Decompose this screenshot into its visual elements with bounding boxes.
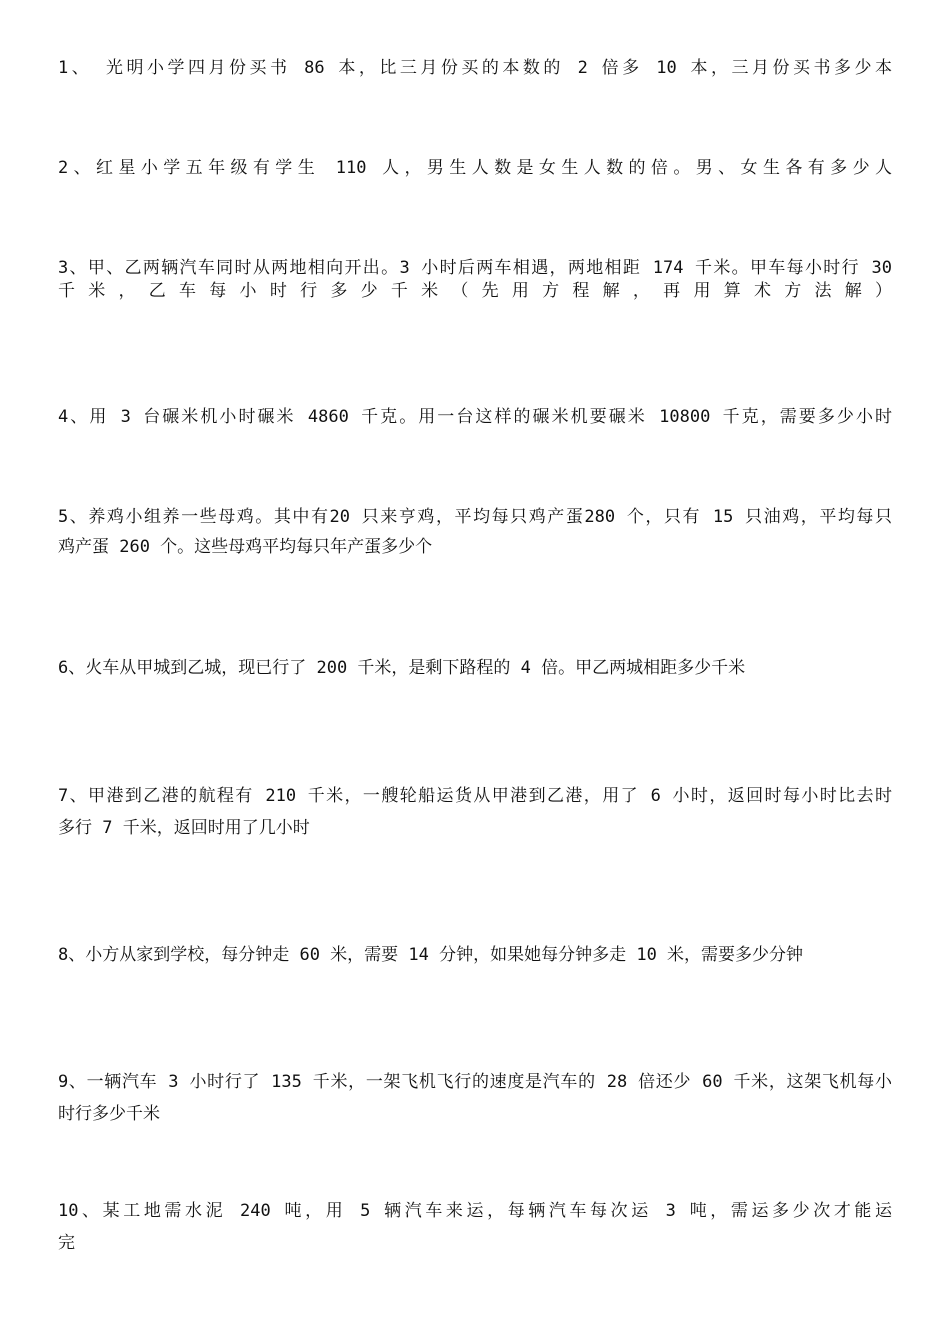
problem-line: 千米，乙车每小时行多少千米（先用方程解，再用算术方法解） <box>58 281 892 301</box>
problem-line: 6、火车从甲城到乙城，现已行了 200 千米，是剩下路程的 4 倍。甲乙两城相距多少千米 <box>58 658 746 678</box>
problem-1 <box>58 53 892 83</box>
problem-line: 4、用 3 台碾米机小时碾米 4860 千克。用一台这样的碾米机要碾米 10800 千克，需要多少小时 <box>58 407 892 427</box>
problem-line: 3、甲、乙两辆汽车同时从两地相向开出。3 小时后两车相遇，两地相距 174 千米。甲车每小时行 30 <box>58 258 892 278</box>
problem-2 <box>58 153 892 183</box>
problem-line: 时行多少千米 <box>58 1104 160 1124</box>
problem-line: 多行 7 千米，返回时用了几小时 <box>58 818 310 838</box>
problem-7 <box>58 781 892 843</box>
problem-10 <box>58 1196 892 1258</box>
problem-line: 2、红星小学五年级有学生 110 人，男生人数是女生人数的倍。男、女生各有多少人 <box>58 158 892 178</box>
problem-line: 9、一辆汽车 3 小时行了 135 千米，一架飞机飞行的速度是汽车的 28 倍还少 60 千米，这架飞机每小 <box>58 1072 892 1092</box>
problem-6 <box>58 653 892 683</box>
problem-line: 鸡产蛋 260 个。这些母鸡平均每只年产蛋多少个 <box>58 537 433 557</box>
problem-4 <box>58 402 892 432</box>
problem-line: 8、小方从家到学校，每分钟走 60 米，需要 14 分钟，如果她每分钟多走 10 米，需要多少分钟 <box>58 945 804 965</box>
problem-8 <box>58 940 892 970</box>
problem-3 <box>58 253 892 306</box>
problem-line: 1、 光明小学四月份买书 86 本，比三月份买的本数的 2 倍多 10 本，三月份买书多少本 <box>58 58 892 78</box>
problem-5 <box>58 502 892 562</box>
problem-line: 10、某工地需水泥 240 吨，用 5 辆汽车来运，每辆汽车每次运 3 吨，需运多少次才能运 <box>58 1201 892 1221</box>
problem-line: 5、养鸡小组养一些母鸡。其中有20 只来亨鸡，平均每只鸡产蛋280 个，只有 15 只油鸡，平均每只 <box>58 507 892 527</box>
problem-9 <box>58 1067 892 1129</box>
problem-line: 完 <box>58 1233 75 1253</box>
problem-line: 7、甲港到乙港的航程有 210 千米，一艘轮船运货从甲港到乙港，用了 6 小时，返回时每小时比去时 <box>58 786 892 806</box>
